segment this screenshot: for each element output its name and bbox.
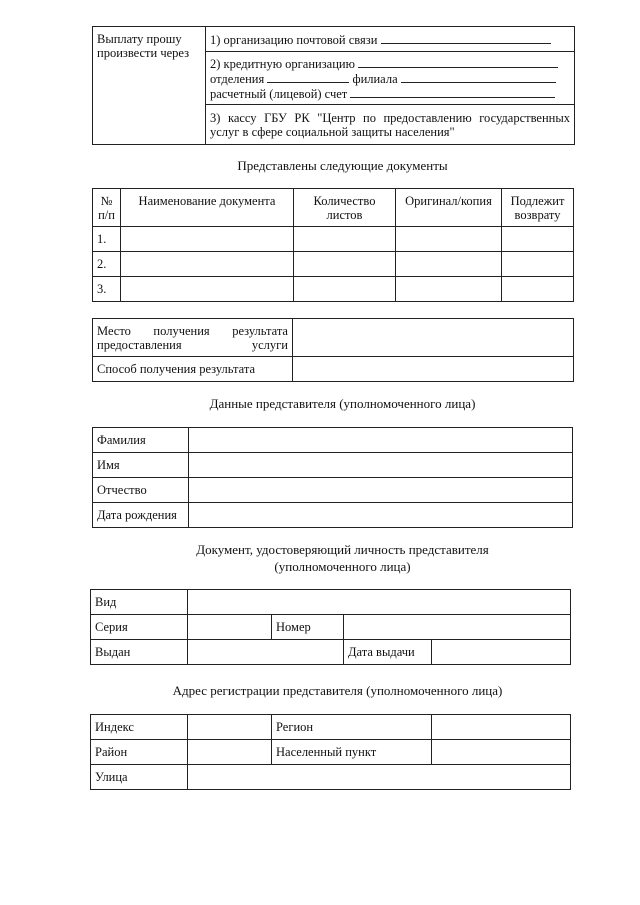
result-table <box>92 318 574 382</box>
surname-label: Фамилия <box>93 428 189 453</box>
payment-label-cell <box>93 27 206 145</box>
locality-field[interactable] <box>432 740 571 765</box>
doc-type-label: Вид <box>91 590 188 615</box>
number-field[interactable] <box>344 615 571 640</box>
post-organization-field[interactable] <box>381 32 551 44</box>
representative-title: Данные представителя (уполномоченного лица) <box>209 396 476 411</box>
header-sheets: Количество листов <box>294 189 396 227</box>
surname-field[interactable] <box>189 428 573 453</box>
index-field[interactable] <box>188 715 272 740</box>
address-table <box>90 714 571 790</box>
issue-date-label: Дата выдачи <box>344 640 432 665</box>
region-field[interactable] <box>432 715 571 740</box>
index-label: Индекс <box>91 715 188 740</box>
original-copy-cell[interactable] <box>396 252 502 277</box>
representative-table <box>92 427 573 528</box>
documents-title: Представлены следующие документы <box>237 158 448 173</box>
original-copy-cell[interactable] <box>396 227 502 252</box>
issued-by-field[interactable] <box>188 640 344 665</box>
row-number: 2. <box>93 252 121 277</box>
payment-option-cash-desk[interactable]: 3) кассу ГБУ РК "Центр по предоставлению государственных услуг в сфере социальной защиты населения" <box>206 105 575 145</box>
result-place-field[interactable] <box>293 319 574 357</box>
series-label: Серия <box>91 615 188 640</box>
series-field[interactable] <box>188 615 272 640</box>
doc-name-cell[interactable] <box>121 252 294 277</box>
bank-name-field[interactable] <box>358 56 558 68</box>
result-place-label: Место получения результата предоставления услуги <box>93 319 293 357</box>
result-method-label: Способ получения результата <box>93 357 293 382</box>
locality-label: Населенный пункт <box>272 740 432 765</box>
return-cell[interactable] <box>502 277 574 302</box>
region-label: Регион <box>272 715 432 740</box>
header-doc-name: Наименование документа <box>121 189 294 227</box>
row-number: 3. <box>93 277 121 302</box>
district-field[interactable] <box>188 740 272 765</box>
birth-date-label: Дата рождения <box>93 503 189 528</box>
doc-name-cell[interactable] <box>121 277 294 302</box>
name-field[interactable] <box>189 453 573 478</box>
name-label: Имя <box>93 453 189 478</box>
original-copy-cell[interactable] <box>396 277 502 302</box>
street-label: Улица <box>91 765 188 790</box>
number-label: Номер <box>272 615 344 640</box>
payment-option-post[interactable]: 1) организацию почтовой связи <box>206 27 575 52</box>
documents-table <box>92 188 574 302</box>
payment-option-bank[interactable]: 2) кредитную организацию отделения филиала расчетный (лицевой) счет <box>206 52 575 105</box>
sheets-cell[interactable] <box>294 227 396 252</box>
header-original-copy: Оригинал/копия <box>396 189 502 227</box>
patronymic-label: Отчество <box>93 478 189 503</box>
district-label: Район <box>91 740 188 765</box>
doc-name-cell[interactable] <box>121 227 294 252</box>
id-document-table <box>90 589 571 665</box>
issue-date-field[interactable] <box>432 640 571 665</box>
payment-label: Выплату прошу произвести через <box>97 32 190 60</box>
table-row <box>93 227 574 252</box>
street-field[interactable] <box>188 765 571 790</box>
table-row <box>93 277 574 302</box>
header-return: Подлежит возврату <box>502 189 574 227</box>
doc-type-field[interactable] <box>188 590 571 615</box>
bank-branch-field[interactable] <box>401 71 556 83</box>
bank-account-field[interactable] <box>350 86 555 98</box>
birth-date-field[interactable] <box>189 503 573 528</box>
bank-department-field[interactable] <box>267 71 349 83</box>
return-cell[interactable] <box>502 252 574 277</box>
row-number: 1. <box>93 227 121 252</box>
sheets-cell[interactable] <box>294 252 396 277</box>
header-number: № п/п <box>93 189 121 227</box>
result-method-field[interactable] <box>293 357 574 382</box>
issued-by-label: Выдан <box>91 640 188 665</box>
payment-method-table <box>92 26 575 145</box>
patronymic-field[interactable] <box>189 478 573 503</box>
address-title: Адрес регистрации представителя (уполномоченного лица) <box>172 683 503 698</box>
table-row <box>93 252 574 277</box>
return-cell[interactable] <box>502 227 574 252</box>
sheets-cell[interactable] <box>294 277 396 302</box>
id-document-title: Документ, удостоверяющий личность представителя (уполномоченного лица) <box>196 542 489 574</box>
